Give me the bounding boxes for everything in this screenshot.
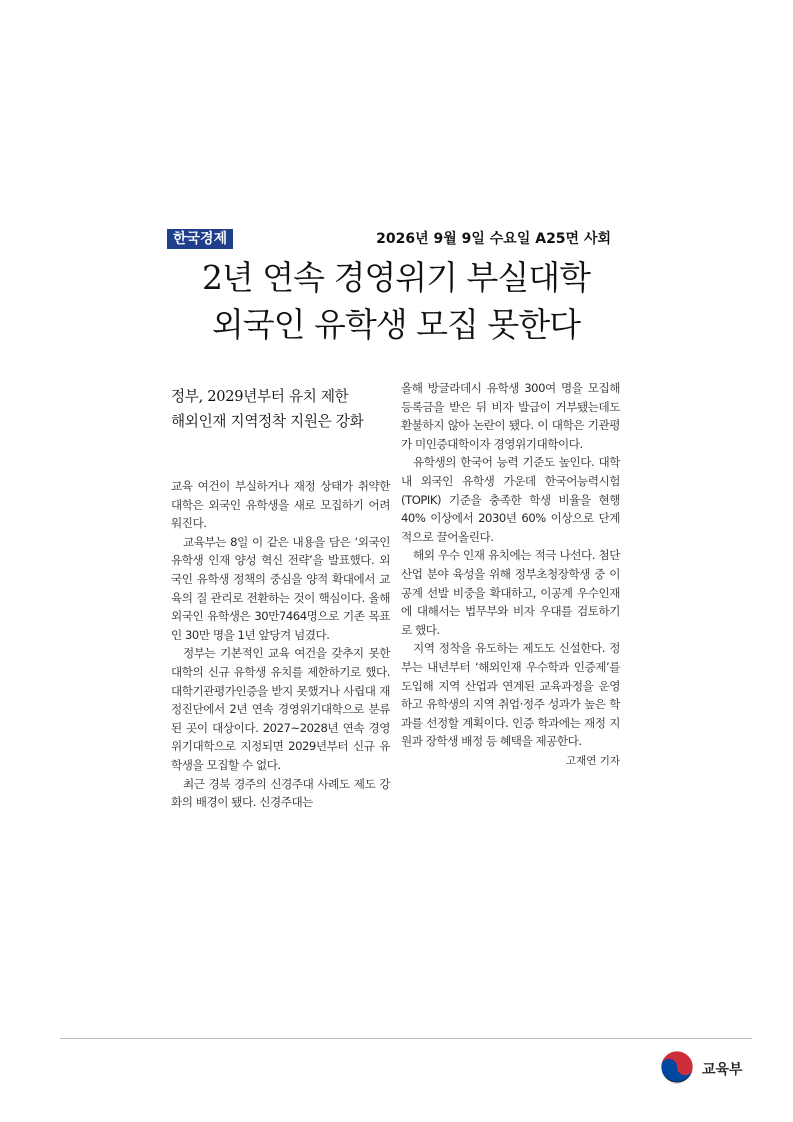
- subhead-line-2: 해외인재 지역정착 지원은 강화: [171, 413, 364, 430]
- body-paragraph: 해외 우수 인재 유치에는 적극 나선다. 첨단산업 분야 육성을 위해 정부초청장학생 중 이공계 선발 비중을 확대하고, 이공계 우수인재에 대해서는 법무부와 비자 우대를 검토하기로 했다.: [401, 548, 620, 637]
- body-paragraph: 올해 방글라데시 유학생 300여 명을 모집해 등록금을 받은 뒤 비자 발급이 거부됐는데도 환불하지 않아 논란이 됐다. 이 대학은 기관평가 미인증대학이자 경영위기대학이다.: [401, 381, 620, 451]
- body-paragraph: 최근 경북 경주의 신경주대 사례도 제도 강화의 배경이 됐다. 신경주대는: [171, 776, 390, 810]
- newspaper-masthead: [167, 229, 611, 249]
- footer-divider: [60, 1038, 752, 1039]
- ministry-logo: [658, 1050, 743, 1088]
- headline-line-1: 2년 연속 경영위기 부실대학: [201, 258, 591, 297]
- headline-line-2: 외국인 유학생 모집 못한다: [211, 305, 581, 344]
- taegeuk-icon: [658, 1048, 696, 1090]
- article-headline: [120, 254, 672, 348]
- body-paragraph: 유학생의 한국어 능력 기준도 높인다. 대학 내 외국인 유학생 가운데 한국어능력시험(TOPIK) 기준을 충족한 학생 비율을 현행 40% 이상에서 2030년 60% 이상으로 단계적으로 끌어올린다.: [401, 455, 620, 544]
- body-paragraph: 교육 여건이 부실하거나 재정 상태가 취약한 대학은 외국인 유학생을 새로 모집하기 어려워진다.: [171, 479, 390, 531]
- body-paragraph: 지역 정착을 유도하는 제도도 신설한다. 정부는 내년부터 ‘해외인재 우수학과 인증제’를 도입해 지역 산업과 연계된 교육과정을 운영하고 유학생의 지역 취업·정주 성과가 높은 학과를 선정할 계획이다. 인증 학과에는 재정 지원과 장학생 배정 등 혜택을 제공한다.: [401, 641, 620, 749]
- body-paragraph: 교육부는 8일 이 같은 내용을 담은 ‘외국인 유학생 인재 양성 혁신 전략’을 발표했다. 외국인 유학생 정책의 중심을 양적 확대에서 교육의 질 관리로 전환하는 것이 핵심이다. 올해 외국인 유학생은 30만7464명으로 기존 목표인 30만 명을 1년 앞당겨 넘겼다.: [171, 534, 390, 642]
- subhead-line-1: 정부, 2029년부터 유치 제한: [171, 388, 349, 405]
- article-subheadline: [171, 384, 390, 434]
- body-paragraph: 정부는 기본적인 교육 여건을 갖추지 못한 대학의 신규 유학생 유치를 제한하기로 했다. 대학기관평가인증을 받지 못했거나 사립대 재정진단에서 2년 연속 경영위기대학으로 분류된 곳이 대상이다. 2027~2028년 연속 경영위기대학으로 지정되면 2029년부터 신규 유학생을 모집할 수 없다.: [171, 646, 390, 772]
- newspaper-brand-label: 한국경제: [167, 229, 233, 249]
- ministry-name: 교육부: [702, 1062, 743, 1078]
- edition-date-line: 2026년 9월 9일 수요일 A25면 사회: [376, 231, 611, 247]
- reporter-byline: 고재연 기자: [565, 754, 620, 767]
- article-column-right: [401, 379, 620, 770]
- article-column-left: [171, 384, 390, 812]
